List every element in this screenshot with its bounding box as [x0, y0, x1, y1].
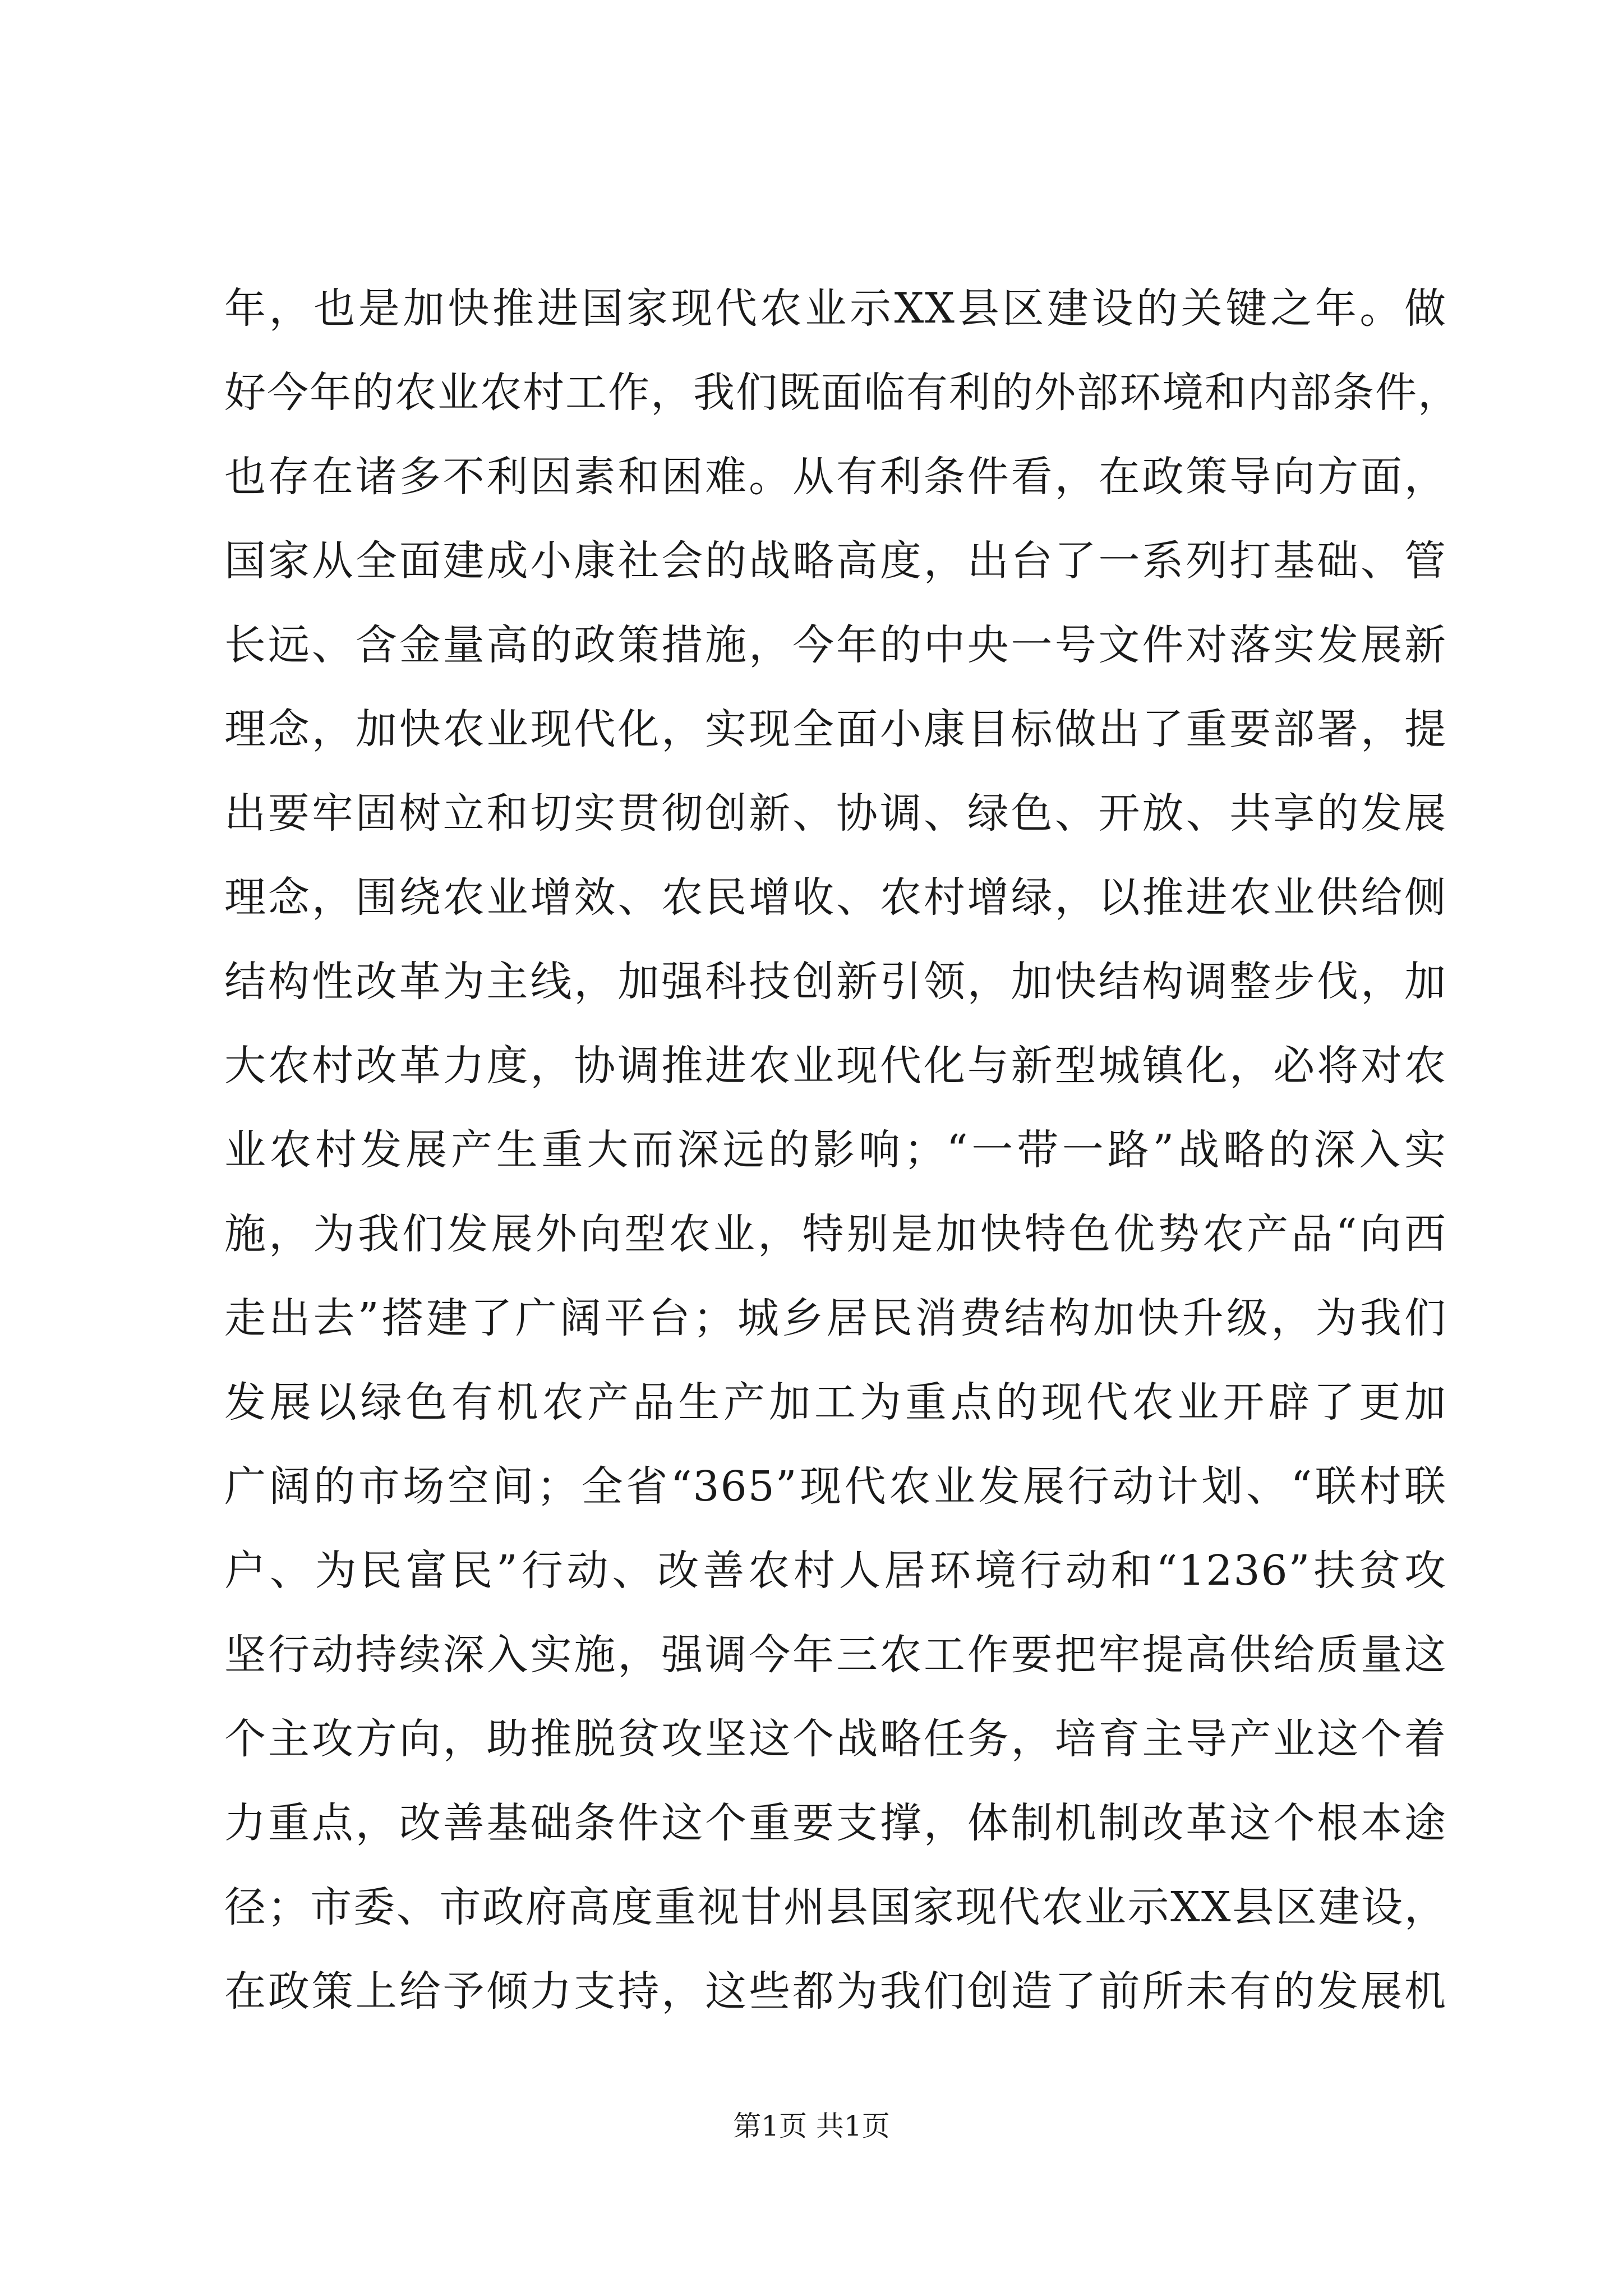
text-line: 走出去”搭建了广阔平台；城乡居民消费结构加快升级，为我们 [224, 1294, 1447, 1342]
text-line: 大农村改革力度，协调推进农业现代化与新型城镇化，必将对农 [224, 1042, 1447, 1090]
text-line: 在政策上给予倾力支持，这些都为我们创造了前所未有的发展机 [224, 1967, 1447, 2016]
text-line: 坚行动持续深入实施，强调今年三农工作要把牢提高供给质量这 [224, 1631, 1447, 1679]
text-line: 径；市委、市政府高度重视甘州县国家现代农业示XX县区建设， [224, 1883, 1447, 1931]
text-line: 施，为我们发展外向型农业，特别是加快特色优势农产品“向西 [224, 1210, 1447, 1258]
text-line: 理念，围绕农业增效、农民增收、农村增绿，以推进农业供给侧 [224, 873, 1447, 922]
text-line: 个主攻方向，助推脱贫攻坚这个战略任务，培育主导产业这个着 [224, 1715, 1447, 1763]
page-number-label: 第1页 共1页 [733, 2110, 890, 2142]
text-line: 户、为民富民”行动、改善农村人居环境行动和“1236”扶贫攻 [224, 1547, 1447, 1595]
text-line: 力重点，改善基础条件这个重要支撑，体制机制改革这个根本途 [224, 1799, 1447, 1847]
text-line: 也存在诸多不利因素和困难。从有利条件看，在政策导向方面， [224, 453, 1447, 501]
text-line: 理念，加快农业现代化，实现全面小康目标做出了重要部署，提 [224, 705, 1447, 753]
text-line: 发展以绿色有机农产品生产加工为重点的现代农业开辟了更加 [224, 1378, 1447, 1427]
text-line: 国家从全面建成小康社会的战略高度，出台了一系列打基础、管 [224, 537, 1447, 585]
body-text [224, 266, 1460, 2033]
text-line: 年，也是加快推进国家现代农业示XX县区建设的关键之年。做 [224, 284, 1447, 333]
text-line: 出要牢固树立和切实贯彻创新、协调、绿色、开放、共享的发展 [224, 789, 1447, 838]
text-line: 业农村发展产生重大而深远的影响；“一带一路”战略的深入实 [224, 1126, 1447, 1174]
text-line: 好今年的农业农村工作，我们既面临有利的外部环境和内部条件， [224, 369, 1460, 417]
text-line: 长远、含金量高的政策措施，今年的中央一号文件对落实发展新 [224, 621, 1447, 669]
page-footer [0, 2106, 1623, 2146]
text-line: 结构性改革为主线，加强科技创新引领，加快结构调整步伐，加 [224, 958, 1447, 1006]
text-line: 广阔的市场空间；全省“365”现代农业发展行动计划、“联村联 [224, 1462, 1447, 1511]
